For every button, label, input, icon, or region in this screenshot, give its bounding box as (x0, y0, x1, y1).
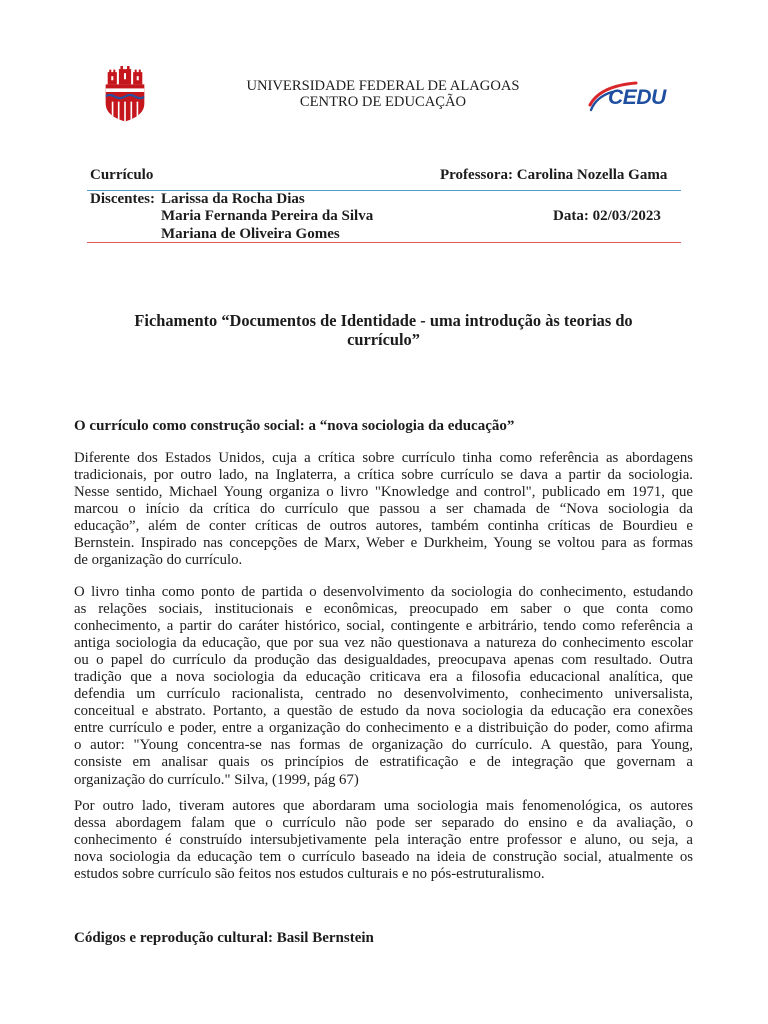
paragraph-line: dessa abordagem falam que o currículo não pode ser separado do ensino e da avaliação, o (74, 814, 693, 831)
document-title (74, 311, 693, 349)
paragraph-line: tradição que a nova sociologia da educação criticava era a filosofia educacional analítica, que (74, 668, 693, 685)
course-name: Currículo (90, 167, 154, 183)
paragraph-3 (74, 798, 693, 883)
paragraph-line: conhecimento, a partir do caráter histórico, social, contingente e arbitrário, tendo como referência a (74, 617, 693, 634)
paragraph-line: nova sociologia da educação tem o currículo baseado na ideia de construção social, atualmente os (74, 848, 693, 865)
paragraph-line: entre currículo e poder, entre a organização do conhecimento e a distribuição do poder, como afirma (74, 720, 693, 737)
paragraph-1 (74, 450, 693, 570)
title-line: Fichamento “Documentos de Identidade - uma introdução às teorias do (134, 311, 633, 330)
paragraph-line: Bernstein. Inspirado nas concepções de Marx, Weber e Durkheim, Young se voltou para as formas (74, 534, 693, 551)
paragraph-line: defendia um currículo racionalista, centrado no desenvolvimento, conhecimento universalista, (74, 686, 693, 703)
document-date: Data: 02/03/2023 (553, 208, 661, 224)
section-heading: O currículo como construção social: a “nova sociologia da educação” (74, 418, 515, 434)
cedu-logo (588, 80, 672, 112)
paragraph-line: estudos sobre currículo são feitos nos estudos culturais e no pós-estruturalismo. (74, 865, 545, 882)
paragraph-line: consiste em analisar quais os princípios de estratificação e de integração que governam a (74, 754, 693, 771)
paragraph-line: marcou o início da crítica do currículo que passou a ser chamada de “Nova sociologia da (74, 500, 693, 517)
paragraph-line: antiga sociologia da educação, que por sua vez não questionava a natureza do conhecimento escolar (74, 634, 693, 651)
paragraph-line: Nesse sentido, Michael Young organiza o livro "Knowledge and control", publicado em 1971, que (74, 483, 693, 500)
title-line: currículo” (347, 330, 420, 349)
paragraph-2 (74, 584, 693, 789)
department-name: CENTRO DE EDUCAÇÃO (299, 94, 467, 110)
students-block (90, 191, 373, 244)
student-name: Mariana de Oliveira Gomes (161, 225, 340, 242)
student-name: Larissa da Rocha Dias (161, 190, 305, 207)
section-heading: Códigos e reprodução cultural: Basil Bernstein (74, 929, 374, 946)
paragraph-line: Por outro lado, tiveram autores que abordaram uma sociologia mais fenomenológica, os autores (74, 797, 693, 814)
institution-name: UNIVERSIDADE FEDERAL DE ALAGOAS (246, 78, 520, 94)
paragraph-line: de organização do currículo. (74, 552, 243, 569)
students-list (161, 191, 373, 244)
paragraph-line: o autor: "Young concentra-se nas formas de organização do currículo. A questão, para Young, (74, 737, 693, 754)
paragraph-line: O livro tinha como ponto de partida o desenvolvimento da sociologia do conhecimento, estudando (74, 583, 693, 600)
paragraph-line: Diferente dos Estados Unidos, cuja a crítica sobre currículo tinha como referência as abordagens (74, 449, 693, 466)
student-name: Maria Fernanda Pereira da Silva (161, 208, 374, 225)
table-divider-bottom (87, 242, 681, 244)
paragraph-line: conhecimento é construído intersubjetivamente pela interação entre professor e aluno, ou seja, a (74, 831, 693, 848)
paragraph-line: conceitual e abstrato. Portanto, a questão de estudo da nova sociologia da educação era conexões (74, 703, 693, 720)
paragraph-line: ou o papel do currículo da produção das desigualdades, preocupava apenas com resultado. Outra (74, 651, 693, 668)
teacher-name: Professora: Carolina Nozella Gama (440, 167, 668, 183)
students-label: Discentes: (90, 190, 155, 207)
paragraph-line: tradicionais, por outro lado, na Inglaterra, a crítica sobre currículo se dava a partir da sociologia. (74, 466, 693, 483)
paragraph-line: as relações sociais, institucionais e econômicas, preocupado em saber o que conta como (74, 600, 693, 617)
cedu-logo-text: CEDU (608, 86, 666, 109)
paragraph-line: educação”, além de conter críticas de outros autores, também continha críticas de Bourdieu e (74, 517, 693, 534)
paragraph-line: organização do currículo." Silva, (1999, pág 67) (74, 771, 359, 788)
